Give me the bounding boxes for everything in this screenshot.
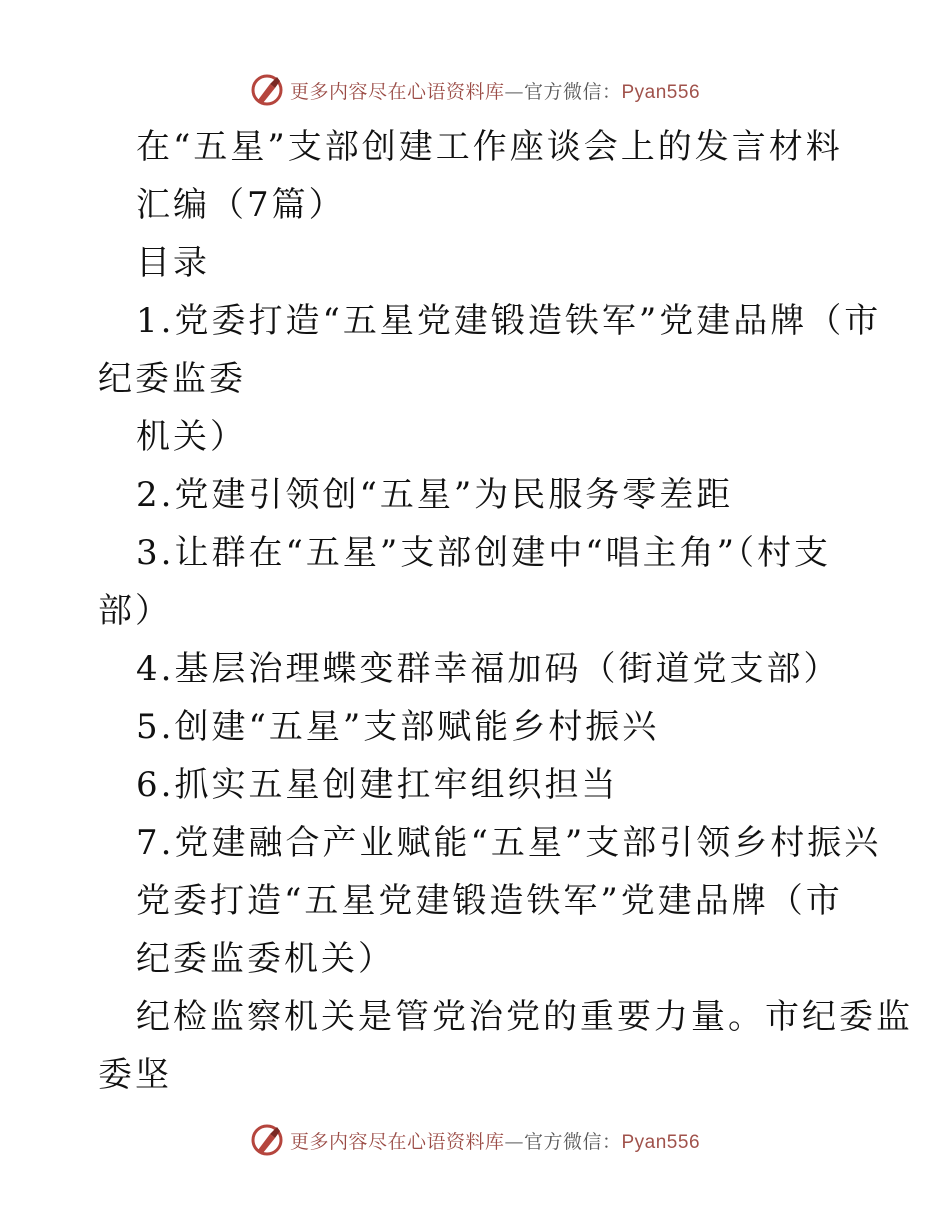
toc-item-4: 4.基层治理蝶变群幸福加码（街道党支部）	[136, 649, 841, 689]
section-heading-line-2: 纪委监委机关）	[136, 939, 395, 979]
toc-item-1-continued-2: 机关）	[136, 417, 247, 457]
toc-item-5: 5.创建“五星”支部赋能乡村振兴	[136, 707, 660, 747]
pen-logo-icon	[250, 73, 284, 107]
toc-item-3: 3.让群在“五星”支部创建中“唱主角”（村支	[136, 533, 831, 573]
toc-item-7: 7.党建融合产业赋能“五星”支部引领乡村振兴	[136, 823, 882, 863]
toc-item-6: 6.抓实五星创建扛牢组织担当	[136, 765, 619, 805]
watermark-site-text: 更多内容尽在心语资料库	[289, 80, 505, 103]
toc-heading: 目录	[136, 243, 210, 283]
watermark-wechat-id: Pyan556	[621, 1131, 701, 1153]
section-heading-line-1: 党委打造“五星党建锻造铁军”党建品牌（市	[136, 881, 843, 921]
watermark-wechat-id: Pyan556	[621, 81, 701, 103]
toc-item-1: 1.党委打造“五星党建锻造铁军”党建品牌（市	[136, 301, 882, 341]
watermark-dash: —	[504, 1130, 524, 1153]
header-watermark	[0, 70, 950, 110]
body-paragraph-line-2: 委坚	[98, 1055, 172, 1095]
document-title-line-2: 汇编（7篇）	[136, 185, 346, 225]
pen-logo-icon	[250, 1123, 284, 1157]
watermark-wechat-label: 官方微信：	[523, 80, 622, 103]
toc-item-3-continued: 部）	[98, 591, 172, 631]
footer-watermark	[0, 1120, 950, 1160]
watermark-site-text: 更多内容尽在心语资料库	[289, 1130, 505, 1153]
watermark-wechat-label: 官方微信：	[523, 1130, 622, 1153]
document-title-line-1: 在“五星”支部创建工作座谈会上的发言材料	[136, 127, 843, 167]
watermark-dash: —	[504, 80, 524, 103]
toc-item-2: 2.党建引领创“五星”为民服务零差距	[136, 475, 734, 515]
body-paragraph-line-1: 纪检监察机关是管党治党的重要力量。市纪委监	[136, 997, 913, 1037]
toc-item-1-continued: 纪委监委	[98, 359, 246, 399]
